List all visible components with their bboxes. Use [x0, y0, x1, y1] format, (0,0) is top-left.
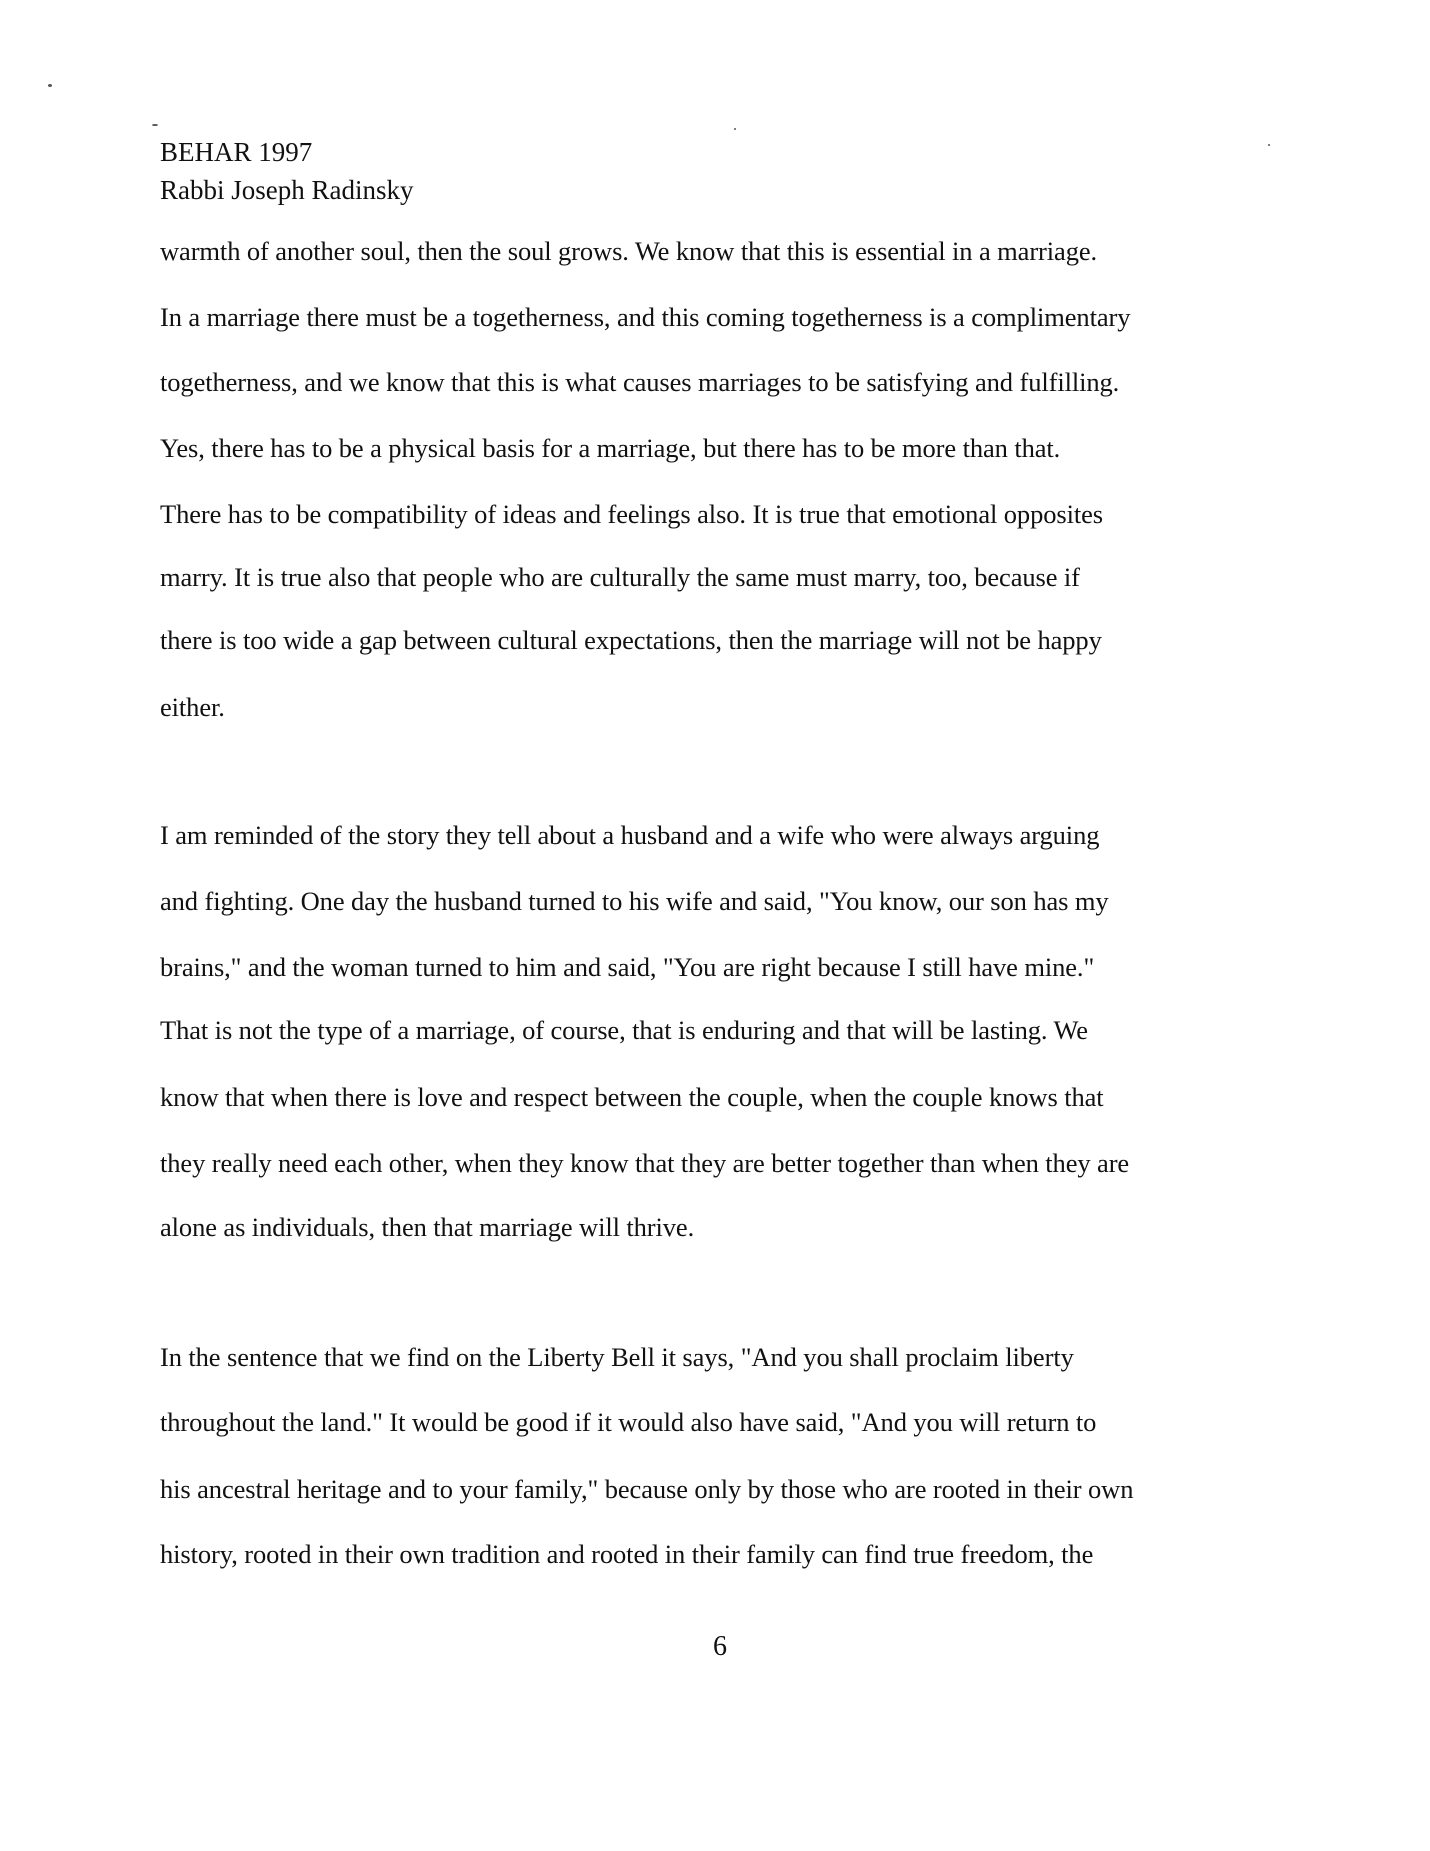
page-number: 6: [713, 1631, 727, 1662]
scan-speck: [1268, 144, 1270, 146]
text-line: his ancestral heritage and to your family," because only by those who are rooted in their own: [160, 1474, 1134, 1504]
text-line: either.: [160, 692, 225, 722]
text-line: In the sentence that we find on the Liberty Bell it says, "And you shall proclaim liberty: [160, 1342, 1074, 1372]
text-line: I am reminded of the story they tell about a husband and a wife who were always arguing: [160, 820, 1100, 850]
text-line: know that when there is love and respect between the couple, when the couple knows that: [160, 1082, 1104, 1112]
text-line: In a marriage there must be a togetherness, and this coming togetherness is a complimentary: [160, 302, 1131, 332]
document-header: [160, 133, 414, 209]
text-line: marry. It is true also that people who are culturally the same must marry, too, because if: [160, 562, 1080, 592]
document-title: BEHAR 1997: [160, 137, 313, 167]
text-line: warmth of another soul, then the soul grows. We know that this is essential in a marriage.: [160, 236, 1098, 266]
text-line: they really need each other, when they know that they are better together than when they are: [160, 1148, 1130, 1178]
text-line: there is too wide a gap between cultural expectations, then the marriage will not be happy: [160, 625, 1102, 655]
text-line: and fighting. One day the husband turned to his wife and said, "You know, our son has my: [160, 886, 1109, 916]
text-line: togetherness, and we know that this is what causes marriages to be satisfying and fulfilling.: [160, 367, 1120, 397]
scan-speck: [48, 84, 52, 87]
document-author: Rabbi Joseph Radinsky: [160, 175, 414, 205]
scan-speck: [152, 124, 158, 126]
text-line: alone as individuals, then that marriage will thrive.: [160, 1212, 695, 1242]
text-line: brains," and the woman turned to him and said, "You are right because I still have mine.": [160, 952, 1095, 982]
text-line: That is not the type of a marriage, of course, that is enduring and that will be lasting. We: [160, 1015, 1088, 1045]
text-line: history, rooted in their own tradition and rooted in their family can find true freedom, the: [160, 1539, 1094, 1569]
text-line: Yes, there has to be a physical basis for a marriage, but there has to be more than that.: [160, 433, 1061, 463]
scan-speck: [734, 128, 736, 130]
text-line: throughout the land." It would be good if it would also have said, "And you will return to: [160, 1407, 1097, 1437]
text-line: There has to be compatibility of ideas and feelings also. It is true that emotional opposites: [160, 499, 1103, 529]
